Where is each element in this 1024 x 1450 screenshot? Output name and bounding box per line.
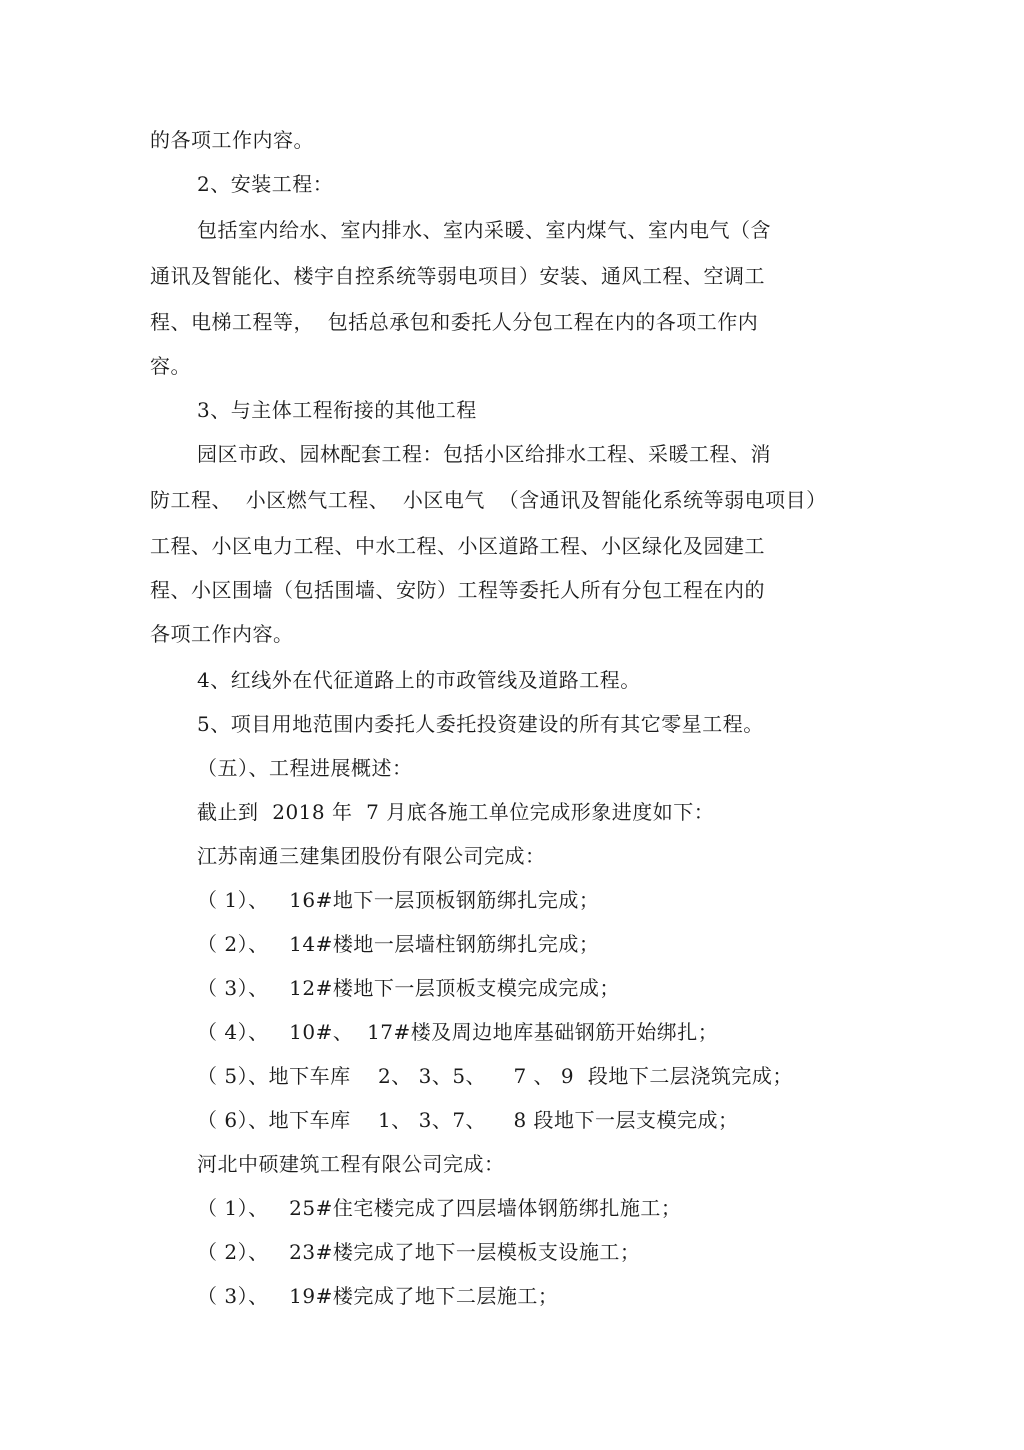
text-line: 各项工作内容。 [150, 622, 294, 646]
text-line: 3、与主体工程衔接的其他工程 [197, 398, 477, 422]
text-line: （五）、工程进展概述： [197, 756, 413, 780]
text-line: （ 2）、 23#楼完成了地下一层模板支设施工； [197, 1240, 641, 1264]
text-line: 程、电梯工程等， 包括总承包和委托人分包工程在内的各项工作内 [150, 310, 759, 334]
text-line: （ 1）、 16#地下一层顶板钢筋绑扎完成； [197, 888, 600, 912]
text-line: 江苏南通三建集团股份有限公司完成： [197, 844, 546, 868]
text-line: （ 4）、 10#、 17#楼及周边地库基础钢筋开始绑扎； [197, 1020, 719, 1044]
text-line: （ 1）、 25#住宅楼完成了四层墙体钢筋绑扎施工； [197, 1196, 682, 1220]
text-line: 包括室内给水、室内排水、室内采暖、室内煤气、室内电气（含 [197, 218, 771, 242]
text-line: 工程、小区电力工程、中水工程、小区道路工程、小区绿化及园建工 [150, 534, 765, 558]
text-line: （ 5）、地下车库 2、 3、5、 7 、 9 段地下二层浇筑完成； [197, 1064, 793, 1088]
text-line: （ 2）、 14#楼地一层墙柱钢筋绑扎完成； [197, 932, 600, 956]
text-line: 截止到 2018 年 7 月底各施工单位完成形象进度如下： [197, 800, 715, 824]
text-line: 通讯及智能化、楼宇自控系统等弱电项目）安装、通风工程、空调工 [150, 264, 765, 288]
text-line: （ 3）、 19#楼完成了地下二层施工； [197, 1284, 559, 1308]
text-line: （ 3）、 12#楼地下一层顶板支模完成完成； [197, 976, 620, 1000]
text-line: 4、红线外在代征道路上的市政管线及道路工程。 [197, 668, 641, 692]
text-line: 程、小区围墙（包括围墙、安防）工程等委托人所有分包工程在内的 [150, 578, 765, 602]
text-line: 园区市政、园林配套工程：包括小区给排水工程、采暖工程、消 [197, 442, 771, 466]
text-line: 容。 [150, 354, 191, 378]
text-line: 防工程、 小区燃气工程、 小区电气 （含通讯及智能化系统等弱电项目） [150, 488, 827, 512]
text-line: 2、安装工程： [197, 172, 334, 196]
text-line: （ 6）、地下车库 1、 3、7、 8 段地下一层支模完成； [197, 1108, 739, 1132]
text-line: 5、项目用地范围内委托人委托投资建设的所有其它零星工程。 [197, 712, 764, 736]
text-line: 的各项工作内容。 [150, 128, 314, 152]
text-line: 河北中硕建筑工程有限公司完成： [197, 1152, 505, 1176]
